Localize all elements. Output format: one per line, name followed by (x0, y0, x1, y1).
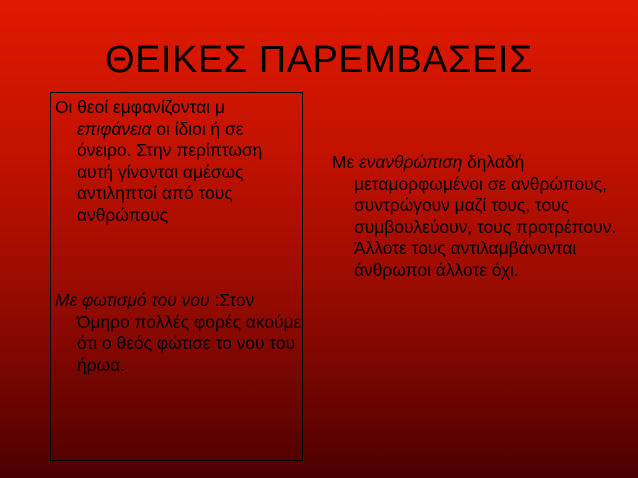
incarnation-emphasis: ενανθρώπιση (359, 152, 463, 172)
enlightenment-emphasis: Με φωτισμό του νου (55, 290, 210, 310)
incarnation-text-end: δηλαδή μεταμορφωμένοι σε ανθρώπους, συντρώγουν μαζί τους, τους συμβουλεύουν, τους προτρέπουν. Άλλοτε τους αντιλαμβάνονται άνθρωποι άλλοτε όχι. (354, 152, 617, 280)
left-text-box (50, 92, 303, 461)
epiphany-text-end: οι ίδιοι ή σε όνειρο. Στην περίπτωση αυτή γίνονται αμέσως αντιληπτοί από τους ανθρώπους (77, 118, 263, 225)
epiphany-text-start: Οι θεοί εμφανίζονται μ (55, 97, 225, 117)
enlightenment-paragraph (55, 290, 302, 376)
enlightenment-text: :Στον Όμηρο πολλές φορές ακούμε ότι ο θεός φώτισε το νου του ήρωα. (77, 290, 302, 375)
right-text-block (332, 152, 622, 281)
epiphany-emphasis: επιφάνεια (77, 118, 152, 139)
incarnation-paragraph (332, 152, 622, 281)
slide-title: ΘΕΙΚΕΣ ΠΑΡΕΜΒΑΣΕΙΣ (105, 39, 533, 81)
epiphany-paragraph (55, 97, 302, 226)
incarnation-text-start: Με (332, 152, 360, 172)
